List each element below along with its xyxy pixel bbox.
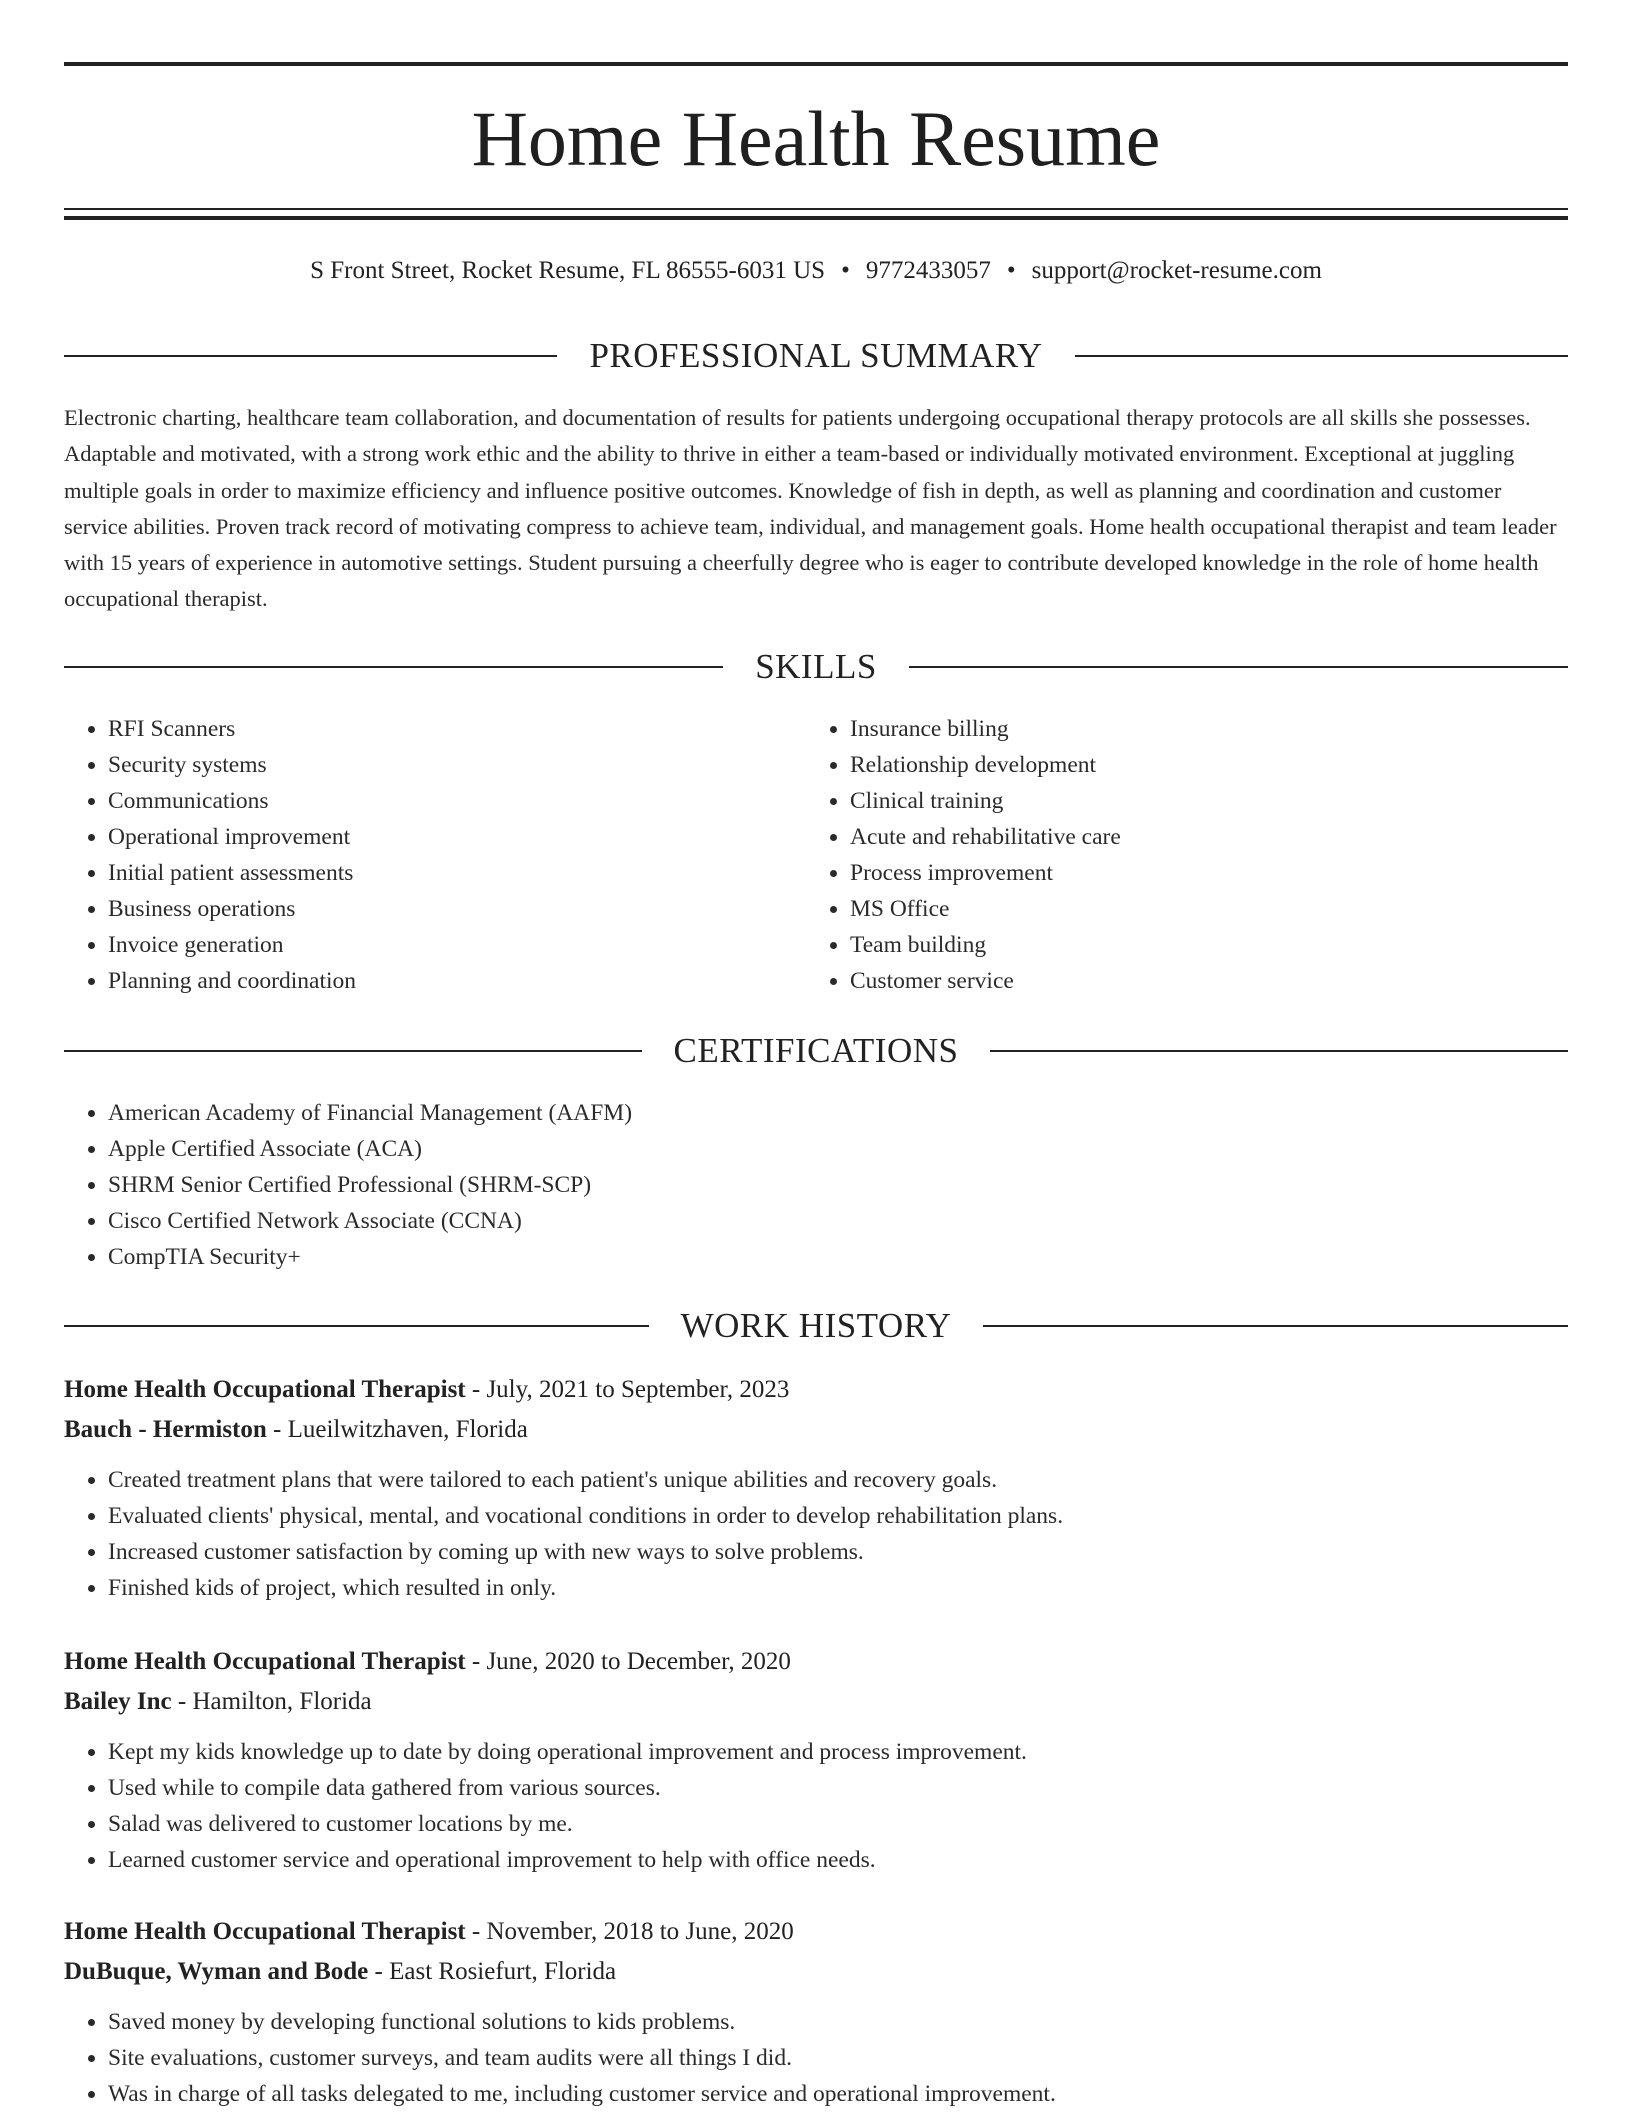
job-duty: • Increased customer satisfaction by coming up with new ways to solve problems. <box>108 1534 1568 1570</box>
skill-item: • Invoice generation <box>108 927 804 963</box>
job-company-line <box>64 1682 1568 1722</box>
contact-separator: • <box>841 257 850 284</box>
skills-list-right <box>806 711 1566 999</box>
job-title: Home Health Occupational Therapist <box>64 1918 466 1945</box>
job-title-line <box>64 1912 1568 1952</box>
job-company-line <box>64 1410 1568 1450</box>
job-duties-list <box>64 2004 1568 2112</box>
header-top-rule <box>64 62 1568 66</box>
contact-address: S Front Street, Rocket Resume, FL 86555-6031 US <box>310 257 826 284</box>
job-entry <box>64 1642 1568 1878</box>
job-company-line <box>64 1952 1568 1992</box>
job-duties-list <box>64 1734 1568 1878</box>
header-rule-thin <box>64 208 1568 210</box>
skill-item: • Business operations <box>108 891 804 927</box>
resume-name: Home Health Resume <box>471 95 1161 182</box>
contact-email: support@rocket-resume.com <box>1031 257 1322 284</box>
section-rule <box>64 355 557 357</box>
job-duties-list <box>64 1462 1568 1606</box>
job-location: - Lueilwitzhaven, Florida <box>266 1416 528 1443</box>
job-duty: • Saved money by developing functional solutions to kids problems. <box>108 2004 1568 2040</box>
job-entry <box>64 1912 1568 2112</box>
skills-list-left <box>64 711 804 999</box>
skill-item: • Security systems <box>108 747 804 783</box>
section-rule <box>1075 355 1568 357</box>
job-dates: - July, 2021 to September, 2023 <box>465 1376 790 1403</box>
section-header-skills <box>64 645 1568 689</box>
section-header-work-history <box>64 1304 1568 1348</box>
job-duty: • Evaluated clients' physical, mental, and vocational conditions in order to develop rehabilitation plans. <box>108 1498 1568 1534</box>
skill-item: • Planning and coordination <box>108 963 804 999</box>
job-company: DuBuque, Wyman and Bode <box>64 1958 369 1985</box>
job-duty: • Learned customer service and operational improvement to help with office needs. <box>108 1842 1568 1878</box>
skill-item: • Team building <box>850 927 1566 963</box>
section-title-certifications: CERTIFICATIONS <box>673 1031 959 1070</box>
job-dates: - November, 2018 to June, 2020 <box>465 1918 794 1945</box>
certification-item: • CompTIA Security+ <box>108 1239 1568 1275</box>
job-duty: • Kept my kids knowledge up to date by doing operational improvement and process improvement. <box>108 1734 1568 1770</box>
job-duty: • Finished kids of project, which resulted in only. <box>108 1570 1568 1606</box>
job-location: - Hamilton, Florida <box>171 1688 372 1715</box>
job-duty: • Used while to compile data gathered from various sources. <box>108 1770 1568 1806</box>
certification-item: • Apple Certified Associate (ACA) <box>108 1131 1568 1167</box>
header-rule-thick <box>64 216 1568 220</box>
section-header-summary <box>64 334 1568 378</box>
job-duty: • Was in charge of all tasks delegated to me, including customer service and operational improvement. <box>108 2076 1568 2112</box>
skill-item: • Acute and rehabilitative care <box>850 819 1566 855</box>
section-rule <box>64 1050 642 1052</box>
skill-item: • Initial patient assessments <box>108 855 804 891</box>
job-title-line <box>64 1642 1568 1682</box>
job-dates: - June, 2020 to December, 2020 <box>465 1648 791 1675</box>
skill-item: • Operational improvement <box>108 819 804 855</box>
skills-column-right <box>806 711 1566 999</box>
job-company: Bauch - Hermiston <box>64 1416 267 1443</box>
skill-item: • Insurance billing <box>850 711 1566 747</box>
skill-item: • Clinical training <box>850 783 1566 819</box>
job-duty: • Site evaluations, customer surveys, and team audits were all things I did. <box>108 2040 1568 2076</box>
certification-item: • American Academy of Financial Management (AAFM) <box>108 1095 1568 1131</box>
skill-item: • MS Office <box>850 891 1566 927</box>
section-title-skills: SKILLS <box>755 647 877 686</box>
section-rule <box>909 666 1568 668</box>
job-duty: • Created treatment plans that were tailored to each patient's unique abilities and recovery goals. <box>108 1462 1568 1498</box>
certifications-list <box>64 1095 1568 1275</box>
certifications-block <box>64 1095 1568 1275</box>
skills-column-left <box>64 711 804 999</box>
section-rule <box>983 1325 1568 1327</box>
skill-item: • RFI Scanners <box>108 711 804 747</box>
job-title-line <box>64 1370 1568 1410</box>
certification-item: • Cisco Certified Network Associate (CCNA) <box>108 1203 1568 1239</box>
summary-text: Electronic charting, healthcare team collaboration, and documentation of results for patients undergoing occupational therapy protocols are all skills she possesses. Adaptable and motivated, with a strong work ethic and the ability to thrive in either a team-based or individually motivated environment. Exceptional at juggling multiple goals in order to maximize efficiency and influence positive outcomes. Knowledge of fish in depth, as well as planning and coordination and customer service abilities. Proven track record of motivating compress to achieve team, individual, and management goals. Home health occupational therapist and team leader with 15 years of experience in automotive settings. Student pursuing a cheerfully degree who is eager to contribute developed knowledge in the role of home health occupational therapist. <box>64 405 1557 612</box>
contact-line <box>64 254 1568 288</box>
section-title-summary: PROFESSIONAL SUMMARY <box>589 336 1043 375</box>
contact-separator: • <box>1006 257 1016 284</box>
certification-item: • SHRM Senior Certified Professional (SHRM-SCP) <box>108 1167 1568 1203</box>
job-duty: • Salad was delivered to customer locations by me. <box>108 1806 1568 1842</box>
job-entry <box>64 1370 1568 1606</box>
skill-item: • Customer service <box>850 963 1566 999</box>
section-title-work-history: WORK HISTORY <box>680 1306 952 1345</box>
skill-item: • Process improvement <box>850 855 1566 891</box>
job-title: Home Health Occupational Therapist <box>64 1376 466 1403</box>
contact-phone: 9772433057 <box>865 257 991 284</box>
job-title: Home Health Occupational Therapist <box>64 1648 466 1675</box>
section-rule <box>990 1050 1568 1052</box>
section-header-certifications <box>64 1029 1568 1073</box>
skill-item: • Relationship development <box>850 747 1566 783</box>
skill-item: • Communications <box>108 783 804 819</box>
section-rule <box>64 666 723 668</box>
job-location: - East Rosiefurt, Florida <box>368 1958 617 1985</box>
job-company: Bailey Inc <box>64 1688 172 1715</box>
section-rule <box>64 1325 649 1327</box>
